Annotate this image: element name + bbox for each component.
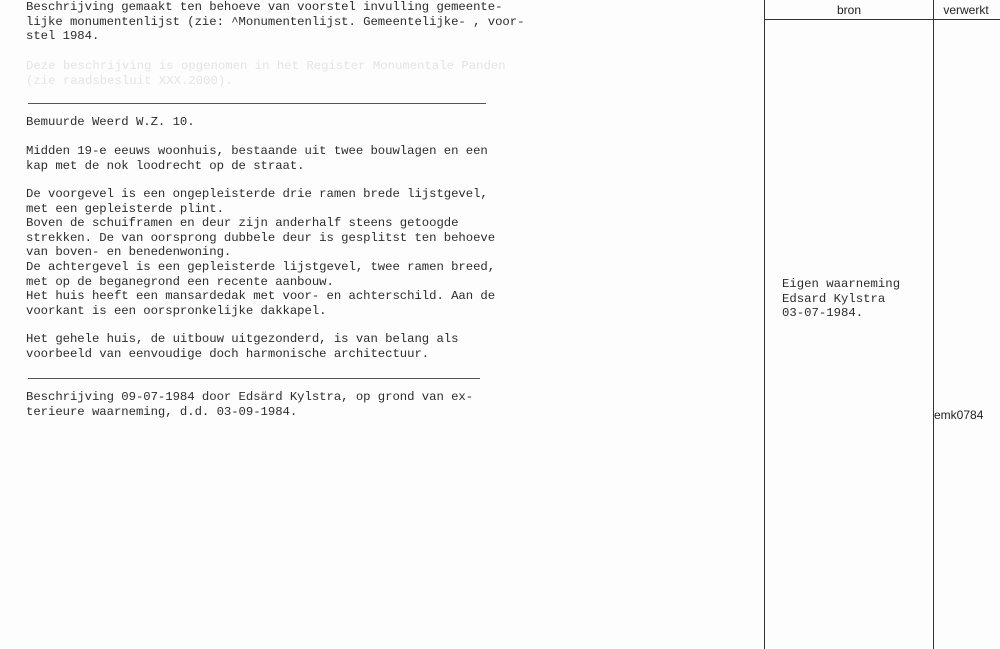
- table-column-divider: [933, 0, 934, 649]
- description-paragraph-1: Midden 19-e eeuws woonhuis, bestaande uit twee bouwlagen en een kap met de nok loodrecht op de straat.: [26, 144, 488, 173]
- header-bron: bron: [836, 3, 862, 17]
- description-paragraph-2: De voorgevel is een ongepleisterde drie ramen brede lijstgevel, met een gepleisterde plint. Boven de schuiframen en deur zijn anderhalf steens getoogde strekken. De van oorsprong dubbele deur is gesplitst ten behoeve van boven- en benedenwoning. De achtergevel is een gepleisterde lijstgevel, twee ramen breed, met op de beganegrond een recente aanbouw. Het huis heeft een mansardedak met voor- en achterschild. Aan de voorkant is een oorspronkelijke dakkapel.: [26, 187, 496, 318]
- table-header-rule: [764, 19, 1000, 20]
- faded-register-note: Deze beschrijving is opgenomen in het Register Monumentale Panden (zie raadsbesluit XXX.2000).: [26, 59, 506, 88]
- source-table: [764, 0, 1000, 649]
- description-paragraph-3: Het gehele huis, de uitbouw uitgezonderd, is van belang als voorbeeld van eenvoudige doch harmonische architectuur.: [26, 332, 459, 361]
- separator-rule-bottom: [28, 378, 480, 379]
- separator-rule-top: [28, 103, 486, 104]
- address-heading: Bemuurde Weerd W.Z. 10.: [26, 115, 195, 129]
- table-left-border: [764, 0, 765, 649]
- bron-entry: Eigen waarneming Edsard Kylstra 03-07-1984.: [782, 277, 901, 321]
- intro-paragraph: Beschrijving gemaakt ten behoeve van voorstel invulling gemeente- lijke monumentenlijst (zie: ^Monumentenlijst. Gemeentelijke- , voor- stel 1984.: [26, 0, 525, 44]
- header-verwerkt: verwerkt: [943, 3, 989, 17]
- footer-note: Beschrijving 09-07-1984 door Edsärd Kylstra, op grond van ex- terieure waarneming, d.d. 03-09-1984.: [26, 390, 474, 419]
- verwerkt-entry: emk0784: [934, 408, 984, 422]
